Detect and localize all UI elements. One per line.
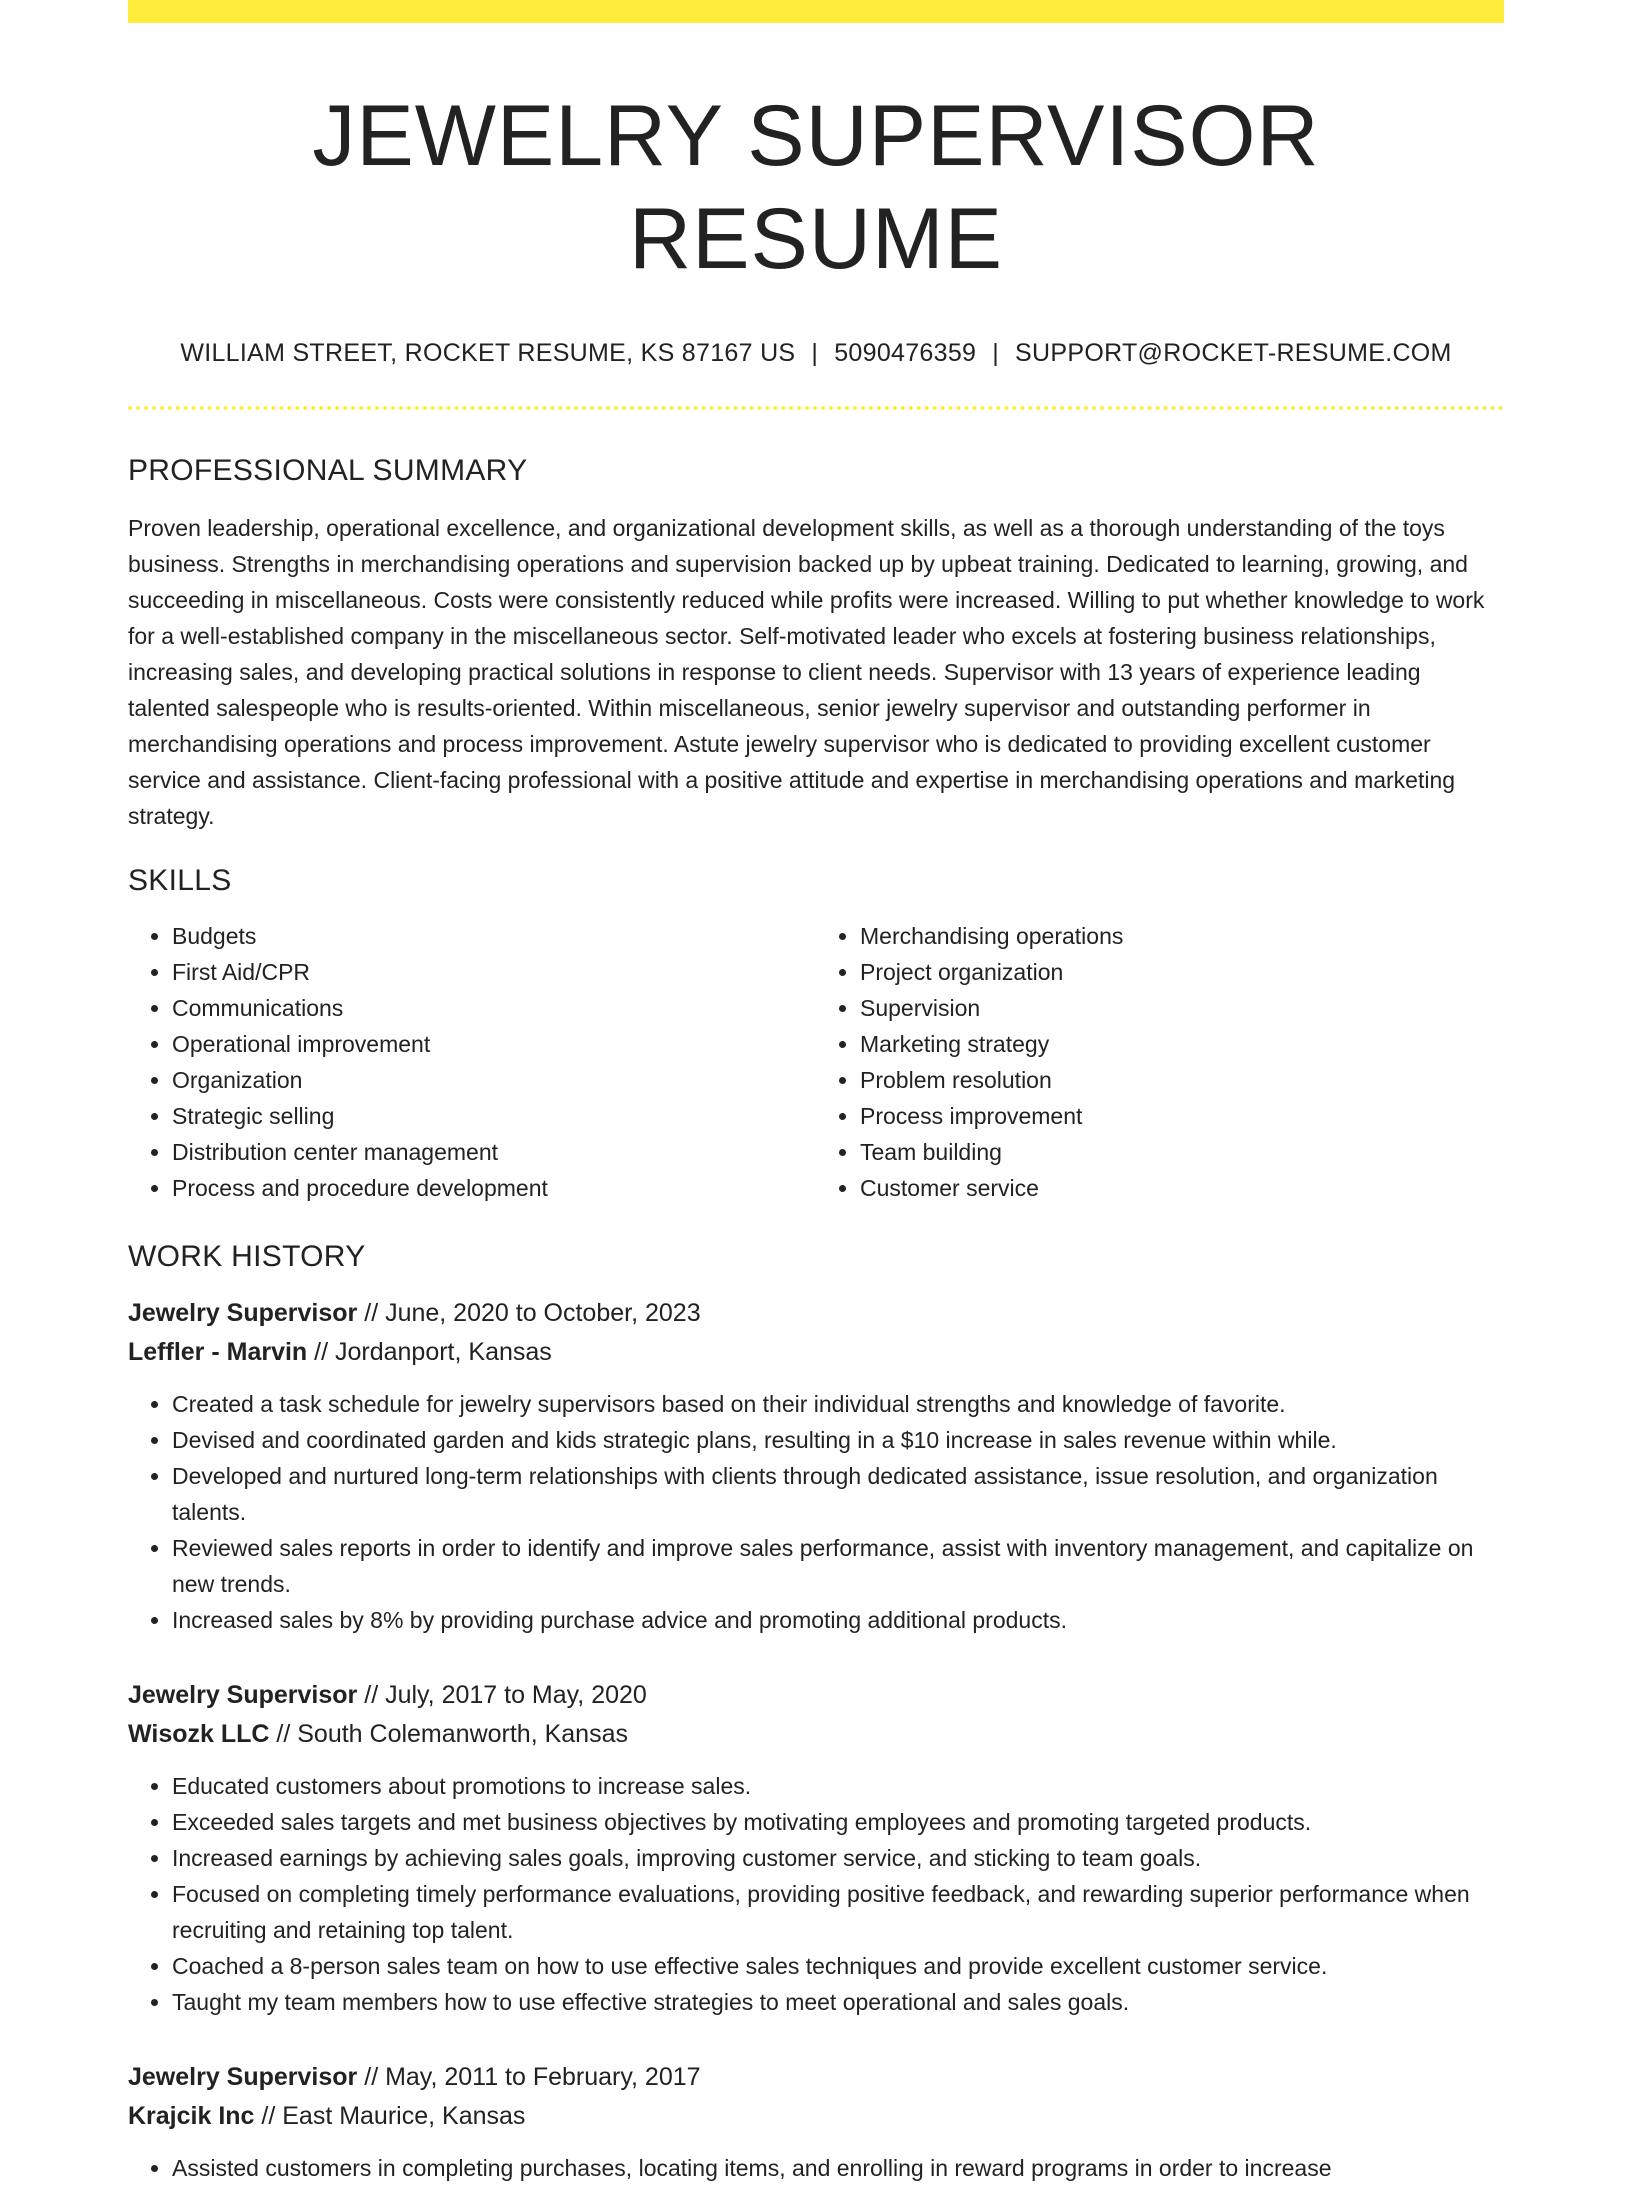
job-company-line — [128, 1333, 1504, 1372]
job-title: Jewelry Supervisor — [128, 1681, 358, 1710]
skill-item: • Communications — [172, 990, 816, 1026]
job-location: // East Maurice, Kansas — [254, 2102, 526, 2131]
skill-item: • Problem resolution — [860, 1062, 1504, 1098]
skill-item: • Customer service — [860, 1170, 1504, 1206]
job-bullets — [128, 1768, 1504, 2020]
skill-item: • Process improvement — [860, 1098, 1504, 1134]
skill-item: • Strategic selling — [172, 1098, 816, 1134]
job-bullet: • Taught my team members how to use effective strategies to meet operational and sales goals. — [172, 1984, 1504, 2020]
skill-item: • Budgets — [172, 918, 816, 954]
skills-heading: SKILLS — [128, 864, 232, 898]
job-title: Jewelry Supervisor — [128, 2063, 358, 2092]
skill-item: • Team building — [860, 1134, 1504, 1170]
skill-item: • Operational improvement — [172, 1026, 816, 1062]
skill-item: • Supervision — [860, 990, 1504, 1026]
job-bullet: • Educated customers about promotions to increase sales. — [172, 1768, 1504, 1804]
job-title: Jewelry Supervisor — [128, 1299, 358, 1328]
job-location: // Jordanport, Kansas — [307, 1338, 552, 1367]
job-title-line — [128, 1676, 1504, 1715]
job-bullets — [128, 2150, 1504, 2186]
job-dates: // July, 2017 to May, 2020 — [357, 1681, 647, 1710]
job-company: Leffler - Marvin — [128, 1338, 308, 1367]
job-bullet: • Devised and coordinated garden and kids strategic plans, resulting in a $10 increase in sales revenue within while. — [172, 1422, 1504, 1458]
skills-column-right — [816, 918, 1504, 1206]
job-dates: // June, 2020 to October, 2023 — [357, 1299, 701, 1328]
job-dates: // May, 2011 to February, 2017 — [357, 2063, 701, 2092]
skill-item: • Organization — [172, 1062, 816, 1098]
contact-phone: 5090476359 — [834, 339, 977, 368]
job-bullet: • Increased earnings by achieving sales goals, improving customer service, and sticking to team goals. — [172, 1840, 1504, 1876]
work-history-heading: WORK HISTORY — [128, 1240, 366, 1274]
header-divider — [128, 406, 1504, 410]
job-bullet: • Increased sales by 8% by providing purchase advice and promoting additional products. — [172, 1602, 1504, 1638]
summary-heading: PROFESSIONAL SUMMARY — [128, 454, 528, 488]
skill-item: • Process and procedure development — [172, 1170, 816, 1206]
top-accent-bar — [128, 0, 1504, 23]
summary-text: Proven leadership, operational excellence, and organizational development skills, as well as a thorough understanding of the toys business. Strengths in merchandising operations and supervision backed up by upbeat training. Dedicated to learning, growing, and succeeding in miscellaneous. Costs were consistently reduced while profits were increased. Willing to put whether knowledge to work for a well-established company in the miscellaneous sector. Self-motivated leader who excels at fostering business relationships, increasing sales, and developing practical solutions in response to client needs. Supervisor with 13 years of experience leading talented salespeople who is results-oriented. Within miscellaneous, senior jewelry supervisor and outstanding performer in merchandising operations and process improvement. Astute jewelry supervisor who is dedicated to providing excellent customer service and assistance. Client-facing professional with a positive attitude and expertise in merchandising operations and marketing strategy. — [128, 515, 1485, 830]
skill-item: • First Aid/CPR — [172, 954, 816, 990]
job-entry — [128, 1294, 1504, 1638]
job-bullet: • Assisted customers in completing purchases, locating items, and enrolling in reward programs in order to increase — [172, 2150, 1504, 2186]
job-bullet: • Created a task schedule for jewelry supervisors based on their individual strengths and knowledge of favorite. — [172, 1386, 1504, 1422]
skill-item: • Merchandising operations — [860, 918, 1504, 954]
job-bullets — [128, 1386, 1504, 1638]
skill-item: • Project organization — [860, 954, 1504, 990]
job-entry — [128, 2058, 1504, 2186]
job-title-line — [128, 1294, 1504, 1333]
skills-column-left — [128, 918, 816, 1206]
contact-line — [128, 339, 1504, 368]
job-bullet: • Reviewed sales reports in order to identify and improve sales performance, assist with inventory management, and capitalize on new trends. — [172, 1530, 1504, 1602]
job-company-line — [128, 2097, 1504, 2136]
job-title-line — [128, 2058, 1504, 2097]
job-bullet: • Exceeded sales targets and met business objectives by motivating employees and promoting targeted products. — [172, 1804, 1504, 1840]
contact-separator: | — [992, 339, 1000, 368]
contact-address: WILLIAM STREET, ROCKET RESUME, KS 87167 US — [180, 339, 796, 368]
job-company: Krajcik Inc — [128, 2102, 255, 2131]
job-company: Wisozk LLC — [128, 1720, 270, 1749]
job-bullet: • Coached a 8-person sales team on how to use effective sales techniques and provide excellent customer service. — [172, 1948, 1504, 1984]
skill-item: • Marketing strategy — [860, 1026, 1504, 1062]
page-title: JEWELRY SUPERVISOR RESUME — [312, 88, 1320, 288]
contact-email: SUPPORT@ROCKET-RESUME.COM — [1015, 339, 1452, 368]
job-location: // South Colemanworth, Kansas — [269, 1720, 628, 1749]
job-bullet: • Developed and nurtured long-term relationships with clients through dedicated assistance, issue resolution, and organization talents. — [172, 1458, 1504, 1530]
contact-separator: | — [811, 339, 819, 368]
skills-grid — [128, 918, 1504, 1206]
resume-page — [128, 0, 1504, 2186]
skill-item: • Distribution center management — [172, 1134, 816, 1170]
job-entry — [128, 1676, 1504, 2020]
job-bullet: • Focused on completing timely performance evaluations, providing positive feedback, and rewarding superior performance when recruiting and retaining top talent. — [172, 1876, 1504, 1948]
job-company-line — [128, 1715, 1504, 1754]
